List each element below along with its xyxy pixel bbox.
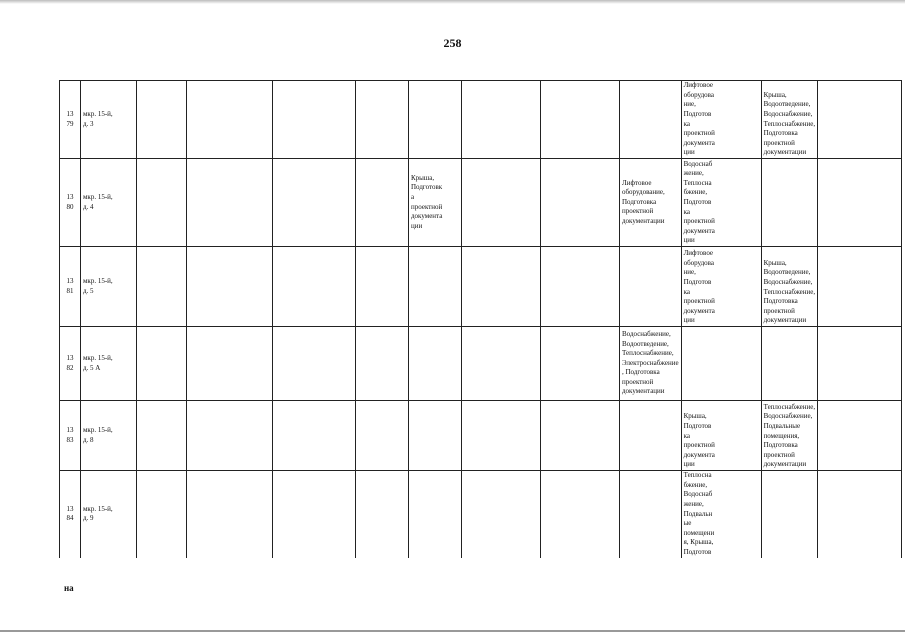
cell-address: мкр. 15-й, д. 8 [81,401,137,471]
cell-empty [356,401,409,471]
cell-address: мкр. 15-й, д. 5 [81,247,137,327]
cell-work-d [761,471,818,558]
cell-empty [818,401,902,471]
cell-empty [462,401,541,471]
cell-empty [273,247,356,327]
table-row [60,401,902,471]
table-row [60,81,902,159]
cell-number: 13 84 [60,471,81,558]
cell-empty [187,327,273,401]
cell-work-d [761,327,818,401]
cell-empty [356,471,409,558]
cell-work-b: Лифтовое оборудование, Подготовка проектной документации [620,159,682,247]
cell-work-b [620,247,682,327]
table-row [60,327,902,401]
cell-empty [187,471,273,558]
cell-empty [356,159,409,247]
cell-work-c: Лифтовое оборудова ние, Подготов ка проектной документа ции [681,247,761,327]
cell-work-c [681,327,761,401]
cell-empty [541,81,620,159]
cell-empty [818,247,902,327]
cell-empty [273,159,356,247]
cell-number: 13 81 [60,247,81,327]
cell-empty [541,401,620,471]
cell-empty [137,81,187,159]
cell-empty [818,471,902,558]
footer-note: на [64,583,74,593]
cell-address: мкр. 15-й, д. 3 [81,81,137,159]
cell-work-a [409,401,462,471]
cell-empty [818,81,902,159]
cell-empty [273,327,356,401]
cell-empty [137,471,187,558]
cell-empty [273,471,356,558]
cell-empty [541,159,620,247]
cell-empty [356,81,409,159]
scan-bottom-edge [0,630,905,632]
cell-work-a [409,471,462,558]
cell-number: 13 82 [60,327,81,401]
cell-work-d: Крыша, Водоотведение, Водоснабжение, Теплоснабжение, Подготовка проектной документации [761,247,818,327]
cell-empty [187,81,273,159]
cell-empty [541,327,620,401]
works-table [59,80,902,558]
cell-work-d: Крыша, Водоотведение, Водоснабжение, Теплоснабжение, Подготовка проектной документации [761,81,818,159]
cell-empty [273,401,356,471]
cell-work-a [409,247,462,327]
cell-empty [541,247,620,327]
table-row [60,247,902,327]
cell-empty [462,159,541,247]
table-row [60,159,902,247]
cell-number: 13 80 [60,159,81,247]
cell-work-a [409,327,462,401]
cell-empty [187,159,273,247]
cell-empty [818,159,902,247]
cell-address: мкр. 15-й, д. 4 [81,159,137,247]
cell-empty [187,401,273,471]
cell-empty [541,471,620,558]
cell-work-b [620,471,682,558]
cell-work-b [620,401,682,471]
cell-empty [818,327,902,401]
cell-empty [462,247,541,327]
cell-empty [356,327,409,401]
cell-work-b [620,81,682,159]
cell-work-a [409,81,462,159]
cell-work-c: Лифтовое оборудова ние, Подготов ка проектной документа ции [681,81,761,159]
cell-empty [356,247,409,327]
cell-address: мкр. 15-й, д. 5 А [81,327,137,401]
cell-empty [462,471,541,558]
cell-address: мкр. 15-й, д. 9 [81,471,137,558]
cell-empty [137,327,187,401]
cell-empty [137,401,187,471]
cell-work-d [761,159,818,247]
cell-number: 13 83 [60,401,81,471]
page-number: 258 [443,36,462,50]
cell-work-a: Крыша, Подготовк а проектной документа ции [409,159,462,247]
cell-work-b: Водоснабжение, Водоотведение, Теплоснабжение, Электроснабжение , Подготовка проектной документации [620,327,682,401]
cell-empty [462,81,541,159]
cell-empty [137,159,187,247]
scan-top-edge [0,0,905,4]
table-row [60,471,902,558]
cell-work-c: Теплосна бжение, Водоснаб жение, Подвальн ые помещени я, Крыша, Подготов [681,471,761,558]
cell-work-d: Теплоснабжение, Водоснабжение, Подвальные помещения, Подготовка проектной документации [761,401,818,471]
cell-number: 13 79 [60,81,81,159]
cell-empty [187,247,273,327]
cell-work-c: Водоснаб жение, Теплосна бжение, Подготов ка проектной документа ции [681,159,761,247]
cell-empty [462,327,541,401]
cell-work-c: Крыша, Подготов ка проектной документа ции [681,401,761,471]
cell-empty [137,247,187,327]
cell-empty [273,81,356,159]
